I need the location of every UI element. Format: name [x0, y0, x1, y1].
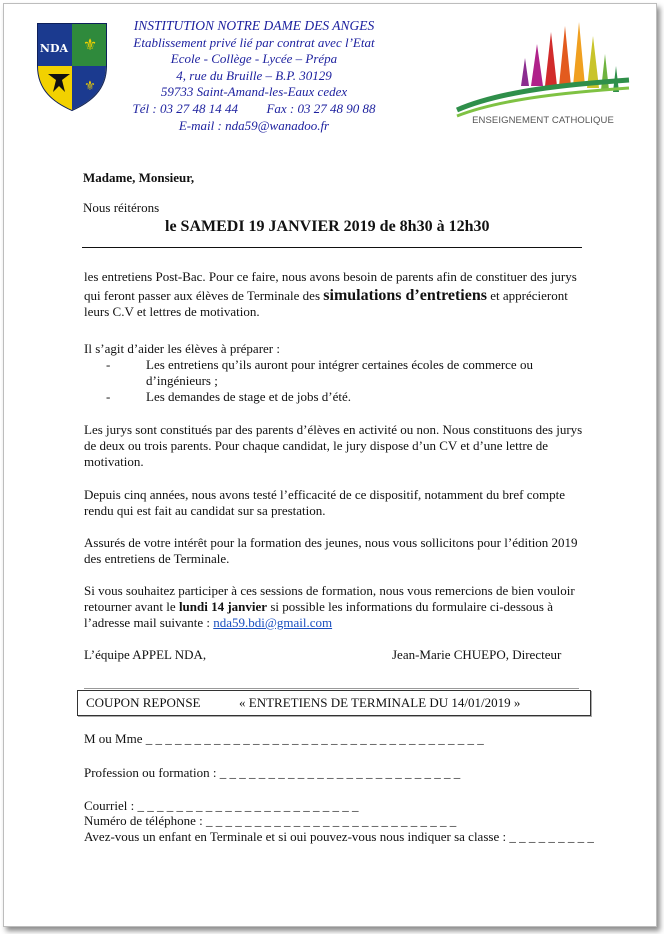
bullet-dash: - — [106, 389, 111, 404]
bullet-1 — [84, 357, 604, 373]
phone-fax-line — [104, 101, 404, 118]
p3-line-b: de deux ou trois parents. Pour chaque candidat, le jury dispose d’un CV et d’une lettre de — [84, 438, 549, 453]
paragraph-3 — [84, 422, 604, 470]
p6-line-c — [84, 615, 604, 631]
coupon-header-box — [77, 690, 591, 716]
form-phone-row — [84, 813, 456, 829]
p4-line-a: Depuis cinq années, nous avons testé l’efficacité de ce dispositif, notamment du bref compte — [84, 487, 565, 502]
email-field[interactable]: _ _ _ _ _ _ _ _ _ _ _ _ _ _ _ _ _ _ _ _ _ _ _ — [137, 798, 359, 813]
enseignement-catholique-logo — [453, 18, 631, 130]
bullet-2 — [84, 389, 604, 405]
child-class-label: Avez-vous un enfant en Terminale et si oui pouvez-vous nous indiquer sa classe : — [84, 829, 507, 844]
fax-text: Fax : 03 27 48 90 88 — [266, 100, 376, 116]
school-shield-logo — [34, 20, 110, 112]
profession-label: Profession ou formation : — [84, 765, 217, 780]
svg-text:⚜: ⚜ — [84, 79, 96, 94]
paragraph-5 — [84, 535, 604, 567]
levels-line: Ecole - Collège - Lycée – Prépa — [170, 51, 338, 67]
p1-line-b — [84, 288, 604, 304]
salutation: Madame, Monsieur, — [83, 170, 195, 185]
p1-text-b: qui feront passer aux élèves de Terminale des — [84, 288, 321, 303]
school-header — [104, 18, 404, 134]
intro-text: Nous réitérons — [83, 200, 160, 215]
deadline-date: lundi 14 janvier — [178, 599, 268, 614]
paragraph-4 — [84, 487, 604, 519]
p3-line-c: motivation. — [84, 454, 144, 469]
p6-line-a: Si vous souhaitez participer à ces sessions de formation, nous vous remercions de bien vouloir — [84, 583, 575, 598]
p2-intro: Il s’agit d’aider les élèves à préparer : — [84, 341, 280, 356]
phone-label: Numéro de téléphone : — [84, 813, 203, 828]
contact-email-link[interactable]: nda59.bdi@gmail.com — [213, 615, 333, 630]
email-line: E-mail : nda59@wanadoo.fr — [178, 117, 330, 133]
signature-right: Jean-Marie CHUEPO, Directeur — [392, 647, 562, 662]
address-line: 4, rue du Bruille – B.P. 30129 — [176, 67, 332, 83]
name-field[interactable]: _ _ _ _ _ _ _ _ _ _ _ _ _ _ _ _ _ _ _ _ _ _ _ _ _ _ _ _ _ _ _ _ _ _ _ — [145, 731, 484, 746]
phone-field[interactable]: _ _ _ _ _ _ _ _ _ _ _ _ _ _ _ _ _ _ _ _ _ _ _ _ _ _ — [206, 813, 457, 828]
bullet-1-cont — [84, 373, 604, 389]
p3-line-a: Les jurys sont constitués par des parents d’élèves en activité ou non. Nous constituons des jurys — [84, 422, 583, 437]
p6-text-c: l’adresse mail suivante : — [84, 615, 210, 630]
paragraph-6 — [84, 583, 604, 631]
p1-text-c: et apprécieront — [490, 288, 568, 303]
bullet-1-text-cont: d’ingénieurs ; — [146, 373, 218, 388]
ec-logo-text: ENSEIGNEMENT CATHOLIQUE — [472, 115, 614, 126]
bullet-1-text: Les entretiens qu’ils auront pour intégrer certaines écoles de commerce ou — [146, 357, 533, 372]
p6-line-b — [84, 599, 604, 615]
profession-field[interactable]: _ _ _ _ _ _ _ _ _ _ _ _ _ _ _ _ _ _ _ _ _ _ _ _ _ — [219, 765, 461, 780]
p6-text-b2: si possible les informations du formulaire ci-dessous à — [270, 599, 554, 614]
form-profession-row — [84, 765, 460, 781]
signature-left: L’équipe APPEL NDA, — [84, 647, 207, 662]
form-child-row — [84, 829, 594, 845]
coupon-top-line — [84, 688, 579, 689]
paragraph-2 — [84, 341, 604, 405]
svg-text:⚜: ⚜ — [82, 35, 98, 54]
p6-text-b1: retourner avant le — [84, 599, 176, 614]
separator-line — [82, 247, 582, 248]
coupon-label: COUPON REPONSE — [86, 695, 201, 710]
name-label: M ou Mme — [84, 731, 143, 746]
event-date: le SAMEDI 19 JANVIER 2019 de 8h30 à 12h30 — [165, 218, 490, 235]
coupon-title: « ENTRETIENS DE TERMINALE DU 14/01/2019 » — [239, 695, 521, 710]
form-name-row — [84, 731, 484, 747]
p4-line-b: rendu qui est fait au candidat sur sa prestation. — [84, 503, 326, 518]
p1-emphasis: simulations d’entretiens — [323, 287, 487, 304]
status-line: Etablissement privé lié par contrat avec l’Etat — [133, 34, 375, 50]
p1-line-d: leurs C.V et lettres de motivation. — [84, 304, 260, 319]
p5-line-b: des entretiens de Terminale. — [84, 551, 230, 566]
paragraph-1 — [84, 269, 604, 320]
institution-name: INSTITUTION NOTRE DAME DES ANGES — [133, 18, 375, 33]
city-line: 59733 Saint-Amand-les-Eaux cedex — [160, 84, 348, 100]
p5-line-a: Assurés de votre intérêt pour la formation des jeunes, nous vous sollicitons pour l’édition 2019 — [84, 535, 578, 550]
email-label: Courriel : — [84, 798, 135, 813]
bullet-dash: - — [106, 357, 111, 372]
tel-text: Tél : 03 27 48 14 44 — [132, 100, 238, 116]
child-class-field[interactable]: _ _ _ _ _ _ _ _ _ — [509, 829, 594, 844]
bullet-2-text: Les demandes de stage et de jobs d’été. — [146, 389, 352, 404]
p1-line-a: les entretiens Post-Bac. Pour ce faire, nous avons besoin de parents afin de constituer des jurys — [84, 269, 577, 284]
letter-page — [3, 3, 657, 927]
svg-text:NDA: NDA — [39, 42, 69, 55]
form-email-row — [84, 798, 358, 814]
